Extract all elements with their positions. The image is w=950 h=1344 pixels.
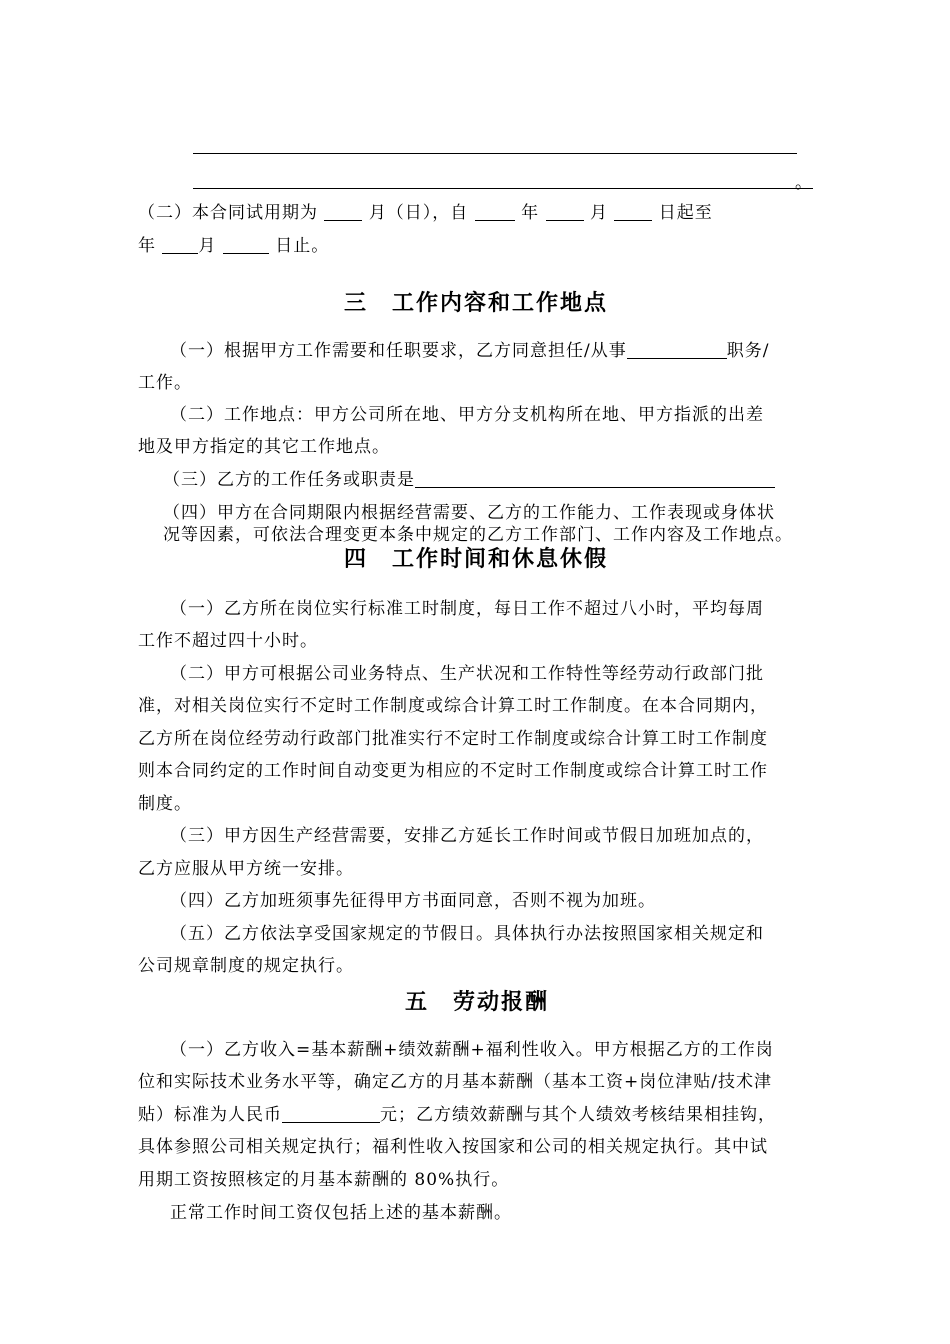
section-5-title: 五 劳动报酬 <box>405 989 550 1015</box>
s4-p1-line1: （一）乙方所在岗位实行标准工时制度，每日工作不超过八小时，平均每周 <box>170 599 764 619</box>
s5-p2: 正常工作时间工资仅包括上述的基本薪酬。 <box>170 1203 512 1223</box>
s4-p3-line1: （三）甲方因生产经营需要，安排乙方延长工作时间或节假日加班加点的， <box>170 826 764 846</box>
s3-item2-line1: （二）工作地点：甲方公司所在地、甲方分支机构所在地、甲方指派的出差 <box>170 405 764 425</box>
s3-item1-line2: 工作。 <box>138 373 192 393</box>
s5-p1-line2: 位和实际技术业务水平等，确定乙方的月基本薪酬（基本工资+岗位津贴/技术津 <box>138 1072 772 1092</box>
s3-item4-line2: 况等因素，可依法合理变更本条中规定的乙方工作部门、工作内容及工作地点。 <box>163 525 793 545</box>
s5-p1-line1: （一）乙方收入=基本薪酬+绩效薪酬+福利性收入。甲方根据乙方的工作岗 <box>170 1040 774 1060</box>
s4-p2-line4: 则本合同约定的工作时间自动变更为相应的不定时工作制度或综合计算工时工作 <box>138 761 768 781</box>
s3-item4-line1: （四）甲方在合同期限内根据经营需要、乙方的工作能力、工作表现或身体状 <box>163 503 775 523</box>
section-4-title: 四 工作时间和休息休假 <box>344 546 609 572</box>
s4-p4: （四）乙方加班须事先征得甲方书面同意，否则不视为加班。 <box>170 891 656 911</box>
s4-p5-line2: 公司规章制度的规定执行。 <box>138 956 354 976</box>
s5-p1-line5: 用期工资按照核定的月基本薪酬的 80%执行。 <box>138 1170 510 1190</box>
s4-p5-line1: （五）乙方依法享受国家规定的节假日。具体执行办法按照国家相关规定和 <box>170 924 764 944</box>
section-3-title: 三 工作内容和工作地点 <box>344 290 609 316</box>
s4-p2-line1: （二）甲方可根据公司业务特点、生产状况和工作特性等经劳动行政部门批 <box>170 664 764 684</box>
s4-p2-line3: 乙方所在岗位经劳动行政部门批准实行不定时工作制度或综合计算工时工作制度 <box>138 729 768 749</box>
probation-line-1: （二）本合同试用期为 月（日），自 年 月 日起至 <box>138 203 713 223</box>
s3-item3: （三）乙方的工作任务或职责是 <box>163 469 775 491</box>
s5-p1-line4: 具体参照公司相关规定执行；福利性收入按国家和公司的相关规定执行。其中试 <box>138 1137 768 1157</box>
s3-item2-line2: 地及甲方指定的其它工作地点。 <box>138 437 390 457</box>
s4-p2-line2: 准，对相关岗位实行不定时工作制度或综合计算工时工作制度。在本合同期内， <box>138 696 768 716</box>
s5-p1-line3: 贴）标准为人民币 元；乙方绩效薪酬与其个人绩效考核结果相挂钩， <box>138 1105 776 1125</box>
blank-line-1 <box>193 153 797 154</box>
s4-p2-line5: 制度。 <box>138 794 192 814</box>
blank-line-2 <box>193 188 813 189</box>
s4-p1-line2: 工作不超过四十小时。 <box>138 631 318 651</box>
s3-item1-line1: （一）根据甲方工作需要和任职要求，乙方同意担任/从事 职务/ <box>170 341 770 361</box>
probation-line-2: 年 月 日止。 <box>138 236 330 256</box>
period-mark: 。 <box>795 173 813 193</box>
s4-p3-line2: 乙方应服从甲方统一安排。 <box>138 859 354 879</box>
